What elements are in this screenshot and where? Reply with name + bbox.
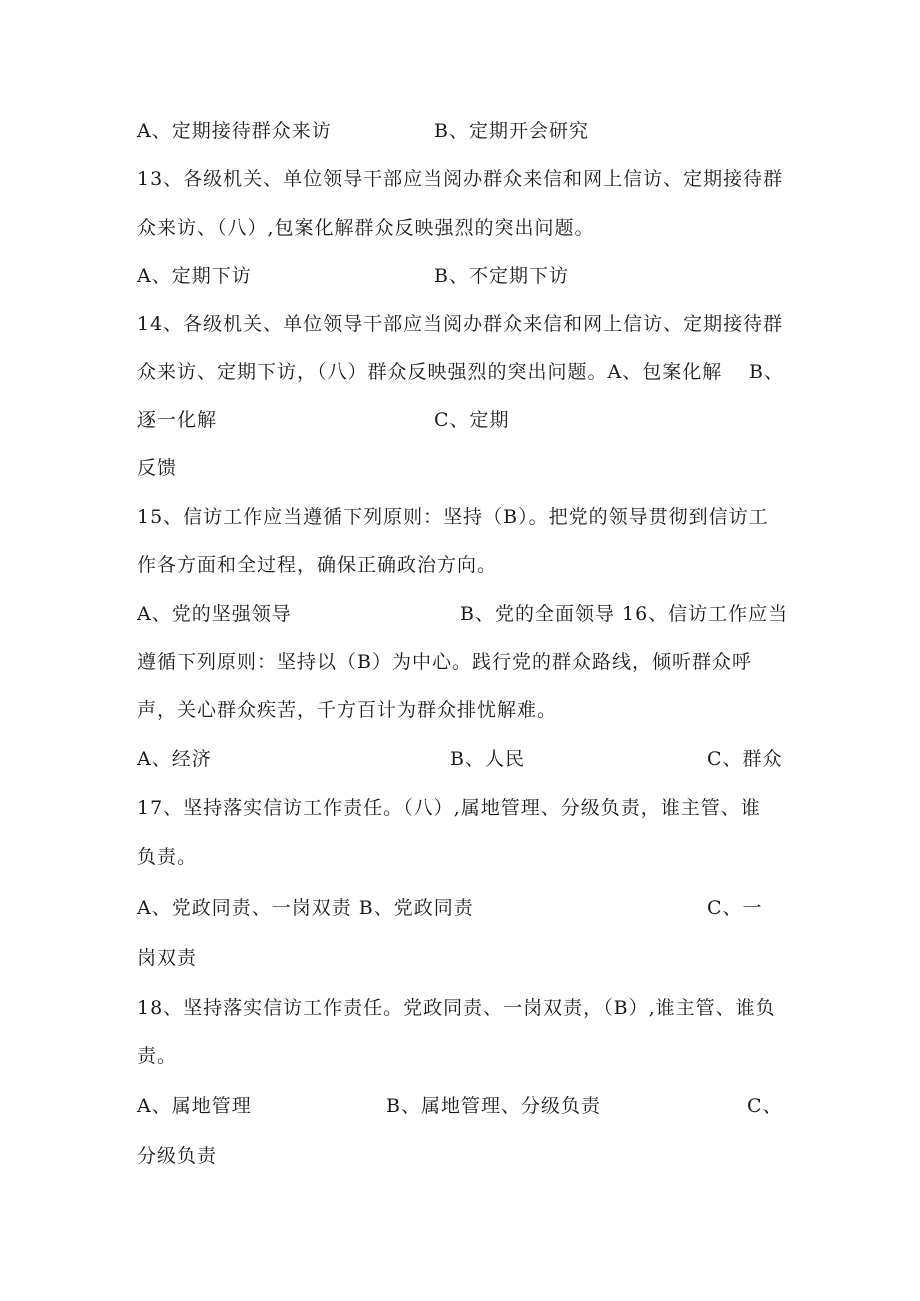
question-13-options bbox=[137, 261, 800, 291]
question-18-line-1 bbox=[137, 993, 800, 1023]
question-text: 负责。 bbox=[137, 846, 198, 868]
option-c: C、定期 bbox=[434, 409, 510, 431]
option-c-text: 分级负责 bbox=[137, 1145, 218, 1167]
question-17-options-cont bbox=[137, 943, 800, 973]
question-text: 15、信访工作应当遵循下列原则：坚持（B）。把党的领导贯彻到信访工 bbox=[137, 506, 769, 528]
question-17-line-2 bbox=[137, 842, 800, 872]
option-c: C、 bbox=[747, 1095, 783, 1117]
option-c-text: 岗双责 bbox=[137, 947, 198, 969]
question-18-options-cont bbox=[137, 1141, 800, 1171]
option-b: B、不定期下访 bbox=[434, 265, 569, 287]
question-13-line-1 bbox=[137, 164, 800, 194]
option-c: C、一 bbox=[707, 897, 763, 919]
question-15-line-1 bbox=[137, 502, 800, 532]
question-16-line-1 bbox=[137, 647, 800, 677]
question-18-line-2 bbox=[137, 1041, 800, 1071]
question-text: 声，关心群众疾苦，千方百计为群众排忧解难。 bbox=[137, 699, 558, 721]
question-text: 众来访、（八）,包案化解群众反映强烈的突出问题。 bbox=[137, 217, 595, 239]
option-b: B、定期开会研究 bbox=[434, 120, 589, 142]
question-text: 众来访、定期下访，（八）群众反映强烈的突出问题。A、包案化解 bbox=[137, 361, 723, 383]
question-text: 17、坚持落实信访工作责任。（八）,属地管理、分级负责，谁主管、谁 bbox=[137, 797, 761, 819]
question-text: 18、坚持落实信访工作责任。党政同责、一岗双责，（B）,谁主管、谁负 bbox=[137, 997, 776, 1019]
question-14-line-1 bbox=[137, 309, 800, 339]
question-18-options bbox=[137, 1091, 800, 1121]
question-14-options-cont bbox=[137, 453, 800, 483]
option-b: B、属地管理、分级负责 bbox=[386, 1095, 601, 1117]
question-17-line-1 bbox=[137, 793, 800, 823]
question-16-options bbox=[137, 744, 800, 774]
question-16-line-2 bbox=[137, 695, 800, 725]
question-text: 13、各级机关、单位领导干部应当阅办群众来信和网上信访、定期接待群 bbox=[137, 168, 784, 190]
question-text: 作各方面和全过程，确保正确政治方向。 bbox=[137, 554, 498, 576]
question-17-options bbox=[137, 893, 800, 923]
question-13-line-2 bbox=[137, 213, 800, 243]
question-text: 14、各级机关、单位领导干部应当阅办群众来信和网上信访、定期接待群 bbox=[137, 313, 784, 335]
option-c-text: 反馈 bbox=[137, 457, 178, 479]
question-14-line-2 bbox=[137, 357, 800, 387]
option-a: A、党的坚强领导 bbox=[137, 603, 292, 625]
option-a: A、属地管理 bbox=[137, 1095, 252, 1117]
option-a-b: A、党政同责、一岗双责 B、党政同责 bbox=[137, 897, 474, 919]
option-b: B、 bbox=[749, 361, 784, 383]
option-b-text: 逐一化解 bbox=[137, 409, 218, 431]
option-a: A、定期下访 bbox=[137, 265, 252, 287]
question-15-line-2 bbox=[137, 550, 800, 580]
text-line bbox=[137, 116, 800, 146]
option-a: A、经济 bbox=[137, 748, 212, 770]
question-text: 遵循下列原则：坚持以（B）为中心。践行党的群众路线，倾听群众呼 bbox=[137, 651, 752, 673]
question-15-options bbox=[137, 599, 800, 629]
option-a: A、定期接待群众来访 bbox=[137, 120, 332, 142]
option-b: B、人民 bbox=[450, 748, 525, 770]
option-b: B、党的全面领导 16、信访工作应当 bbox=[460, 603, 789, 625]
question-14-options bbox=[137, 405, 800, 435]
option-c: C、群众 bbox=[707, 748, 783, 770]
question-text: 责。 bbox=[137, 1045, 178, 1067]
